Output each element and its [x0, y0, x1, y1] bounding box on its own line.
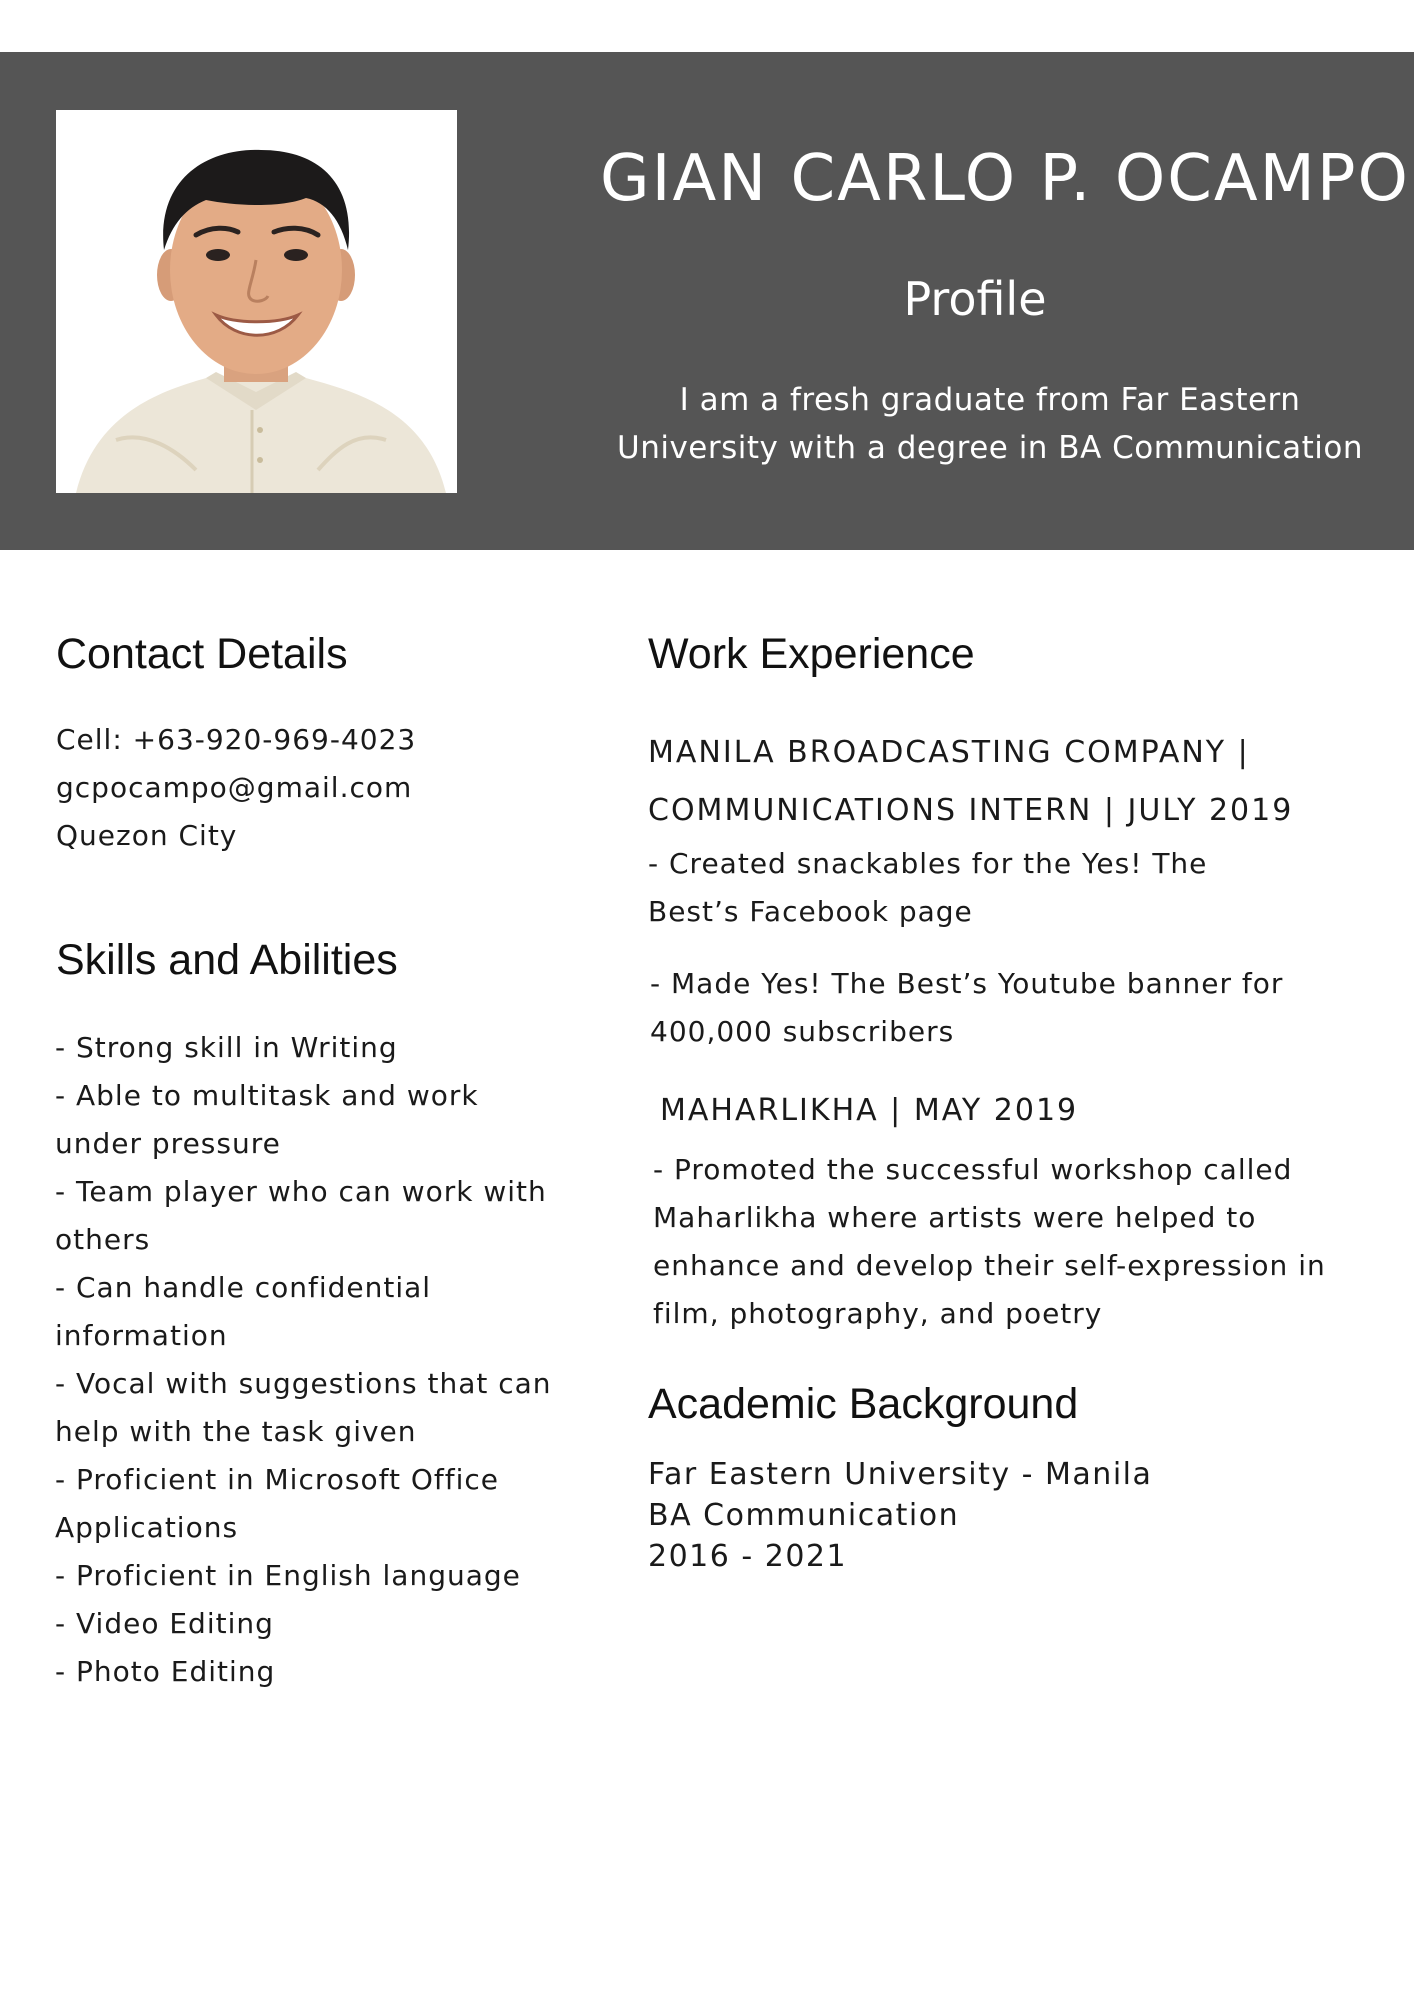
skill-item: - Proficient in Microsoft Office Applications — [55, 1463, 499, 1544]
contact-email: gcpocampo@gmail.com — [56, 771, 413, 804]
academic-details — [648, 1454, 1152, 1577]
skill-item: - Photo Editing — [55, 1655, 276, 1688]
skill-item: - Video Editing — [55, 1607, 274, 1640]
academic-school: Far Eastern University - Manila — [648, 1457, 1153, 1492]
job-title: MANILA BROADCASTING COMPANY | COMMUNICATIONS INTERN | JULY 2019 — [648, 735, 1294, 828]
academic-years: 2016 - 2021 — [648, 1539, 848, 1574]
work-experience-heading: Work Experience — [648, 630, 975, 678]
skill-item: - Can handle confidential information — [55, 1271, 432, 1352]
skill-item: - Strong skill in Writing — [55, 1031, 398, 1064]
profile-summary: I am a fresh graduate from Far Eastern University with a degree in BA Communication — [617, 382, 1363, 466]
profile-heading: Profile — [903, 272, 1047, 326]
skill-item: - Proficient in English language — [55, 1559, 521, 1592]
skill-item: - Able to multitask and work under pressure — [55, 1079, 479, 1160]
skills-list — [55, 1024, 575, 1696]
portrait-image — [56, 110, 457, 493]
profile-photo — [56, 110, 457, 493]
academic-background-heading: Academic Background — [648, 1380, 1079, 1428]
contact-city: Quezon City — [56, 819, 238, 852]
contact-details-heading: Contact Details — [56, 630, 348, 678]
contact-details — [56, 716, 416, 860]
job-bullet: - Made Yes! The Best’s Youtube banner for 400,000 subscribers — [650, 967, 1284, 1048]
skill-item: - Team player who can work with others — [55, 1175, 547, 1256]
academic-degree: BA Communication — [648, 1498, 960, 1533]
candidate-name: GIAN CARLO P. OCAMPO — [600, 142, 1410, 216]
skills-heading: Skills and Abilities — [56, 936, 398, 984]
contact-cell: Cell: +63-920-969-4023 — [56, 723, 417, 756]
job-bullet: - Promoted the successful workshop called Maharlikha where artists were helped to enhance and develop their self-expression in film, photography, and poetry — [653, 1153, 1326, 1330]
skill-item: - Vocal with suggestions that can help with the task given — [55, 1367, 552, 1448]
job-title: MAHARLIKHA | MAY 2019 — [660, 1093, 1079, 1128]
job-bullet: - Created snackables for the Yes! The Best’s Facebook page — [648, 847, 1208, 928]
